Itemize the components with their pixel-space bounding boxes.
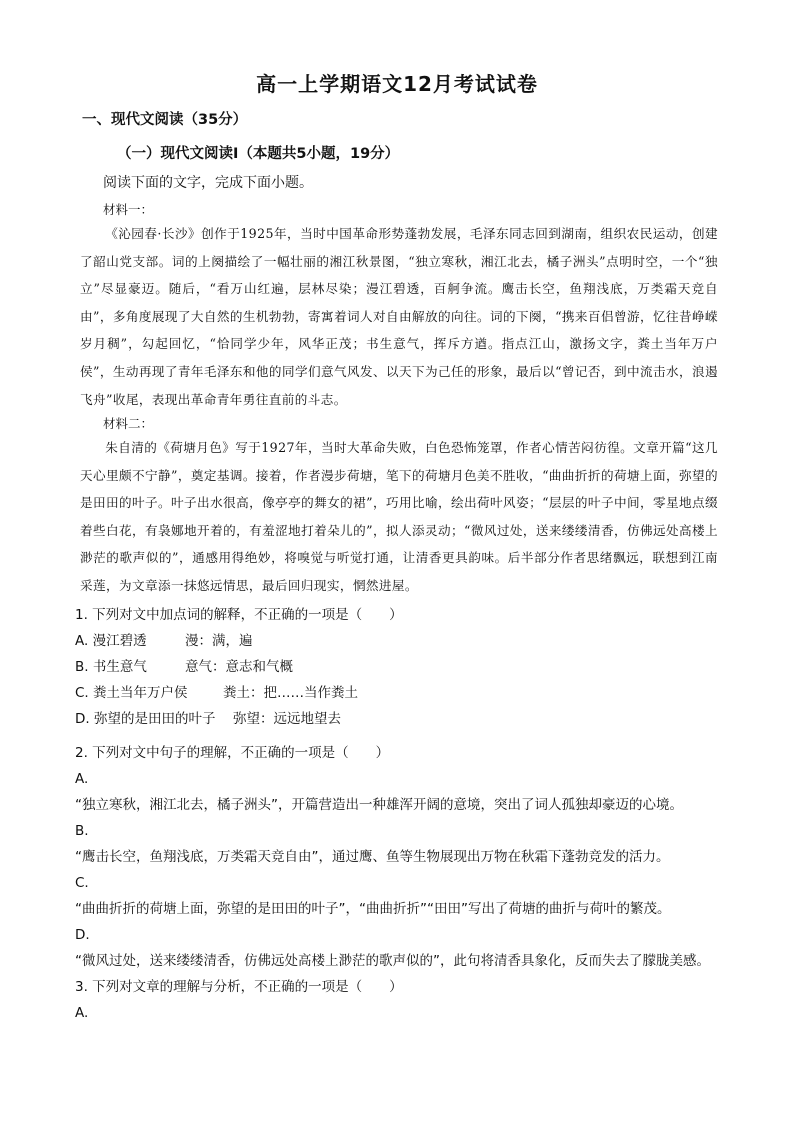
question-2-option-b-text: “鹰击长空，鱼翔浅底，万类霜天竞自由”，通过鹰、鱼等生物展现出万物在秋霜下蓬勃竞发的活力。 (75, 849, 670, 865)
question-3-option-a-letter: A. (75, 1005, 89, 1021)
option-c-explanation: 粪土：把……当作粪土 (223, 685, 358, 701)
material-1-label: 材料一： (103, 202, 154, 217)
question-2-stem: 2. 下列对文中句子的理解，不正确的一项是（ ） (75, 745, 390, 761)
question-2-option-d-text: “微风过处，送来缕缕清香，仿佛远处高楼上渺茫的歌声似的”，此句将清香具象化，反而失去了朦胧美感。 (75, 953, 710, 969)
page-title: 高一上学期语文12月考试试卷 (256, 72, 538, 96)
question-1-option-c (75, 680, 720, 706)
option-c-term: C. 粪土当年万户侯 (75, 685, 188, 701)
option-d-explanation: 弥望：远远地望去 (233, 711, 341, 727)
option-b-term: B. 书生意气 (75, 659, 147, 675)
material-1-text: 《沁园春·长沙》创作于1925年，当时中国革命形势蓬勃发展，毛泽东同志回到湖南，组织农民运动，创建了韶山党支部。词的上阕描绘了一幅壮丽的湘江秋景图，“独立寒秋，湘江北去，橘子洲头”点明时空，一个“独立”尽显豪迈。随后，“看万山红遍，层林尽染；漫江碧透，百舸争流。鹰击长空，鱼翔浅底，万类霜天竞自由”，多角度展现了大自然的生机勃勃，寄寓着词人对自由解放的向往。词的下阕，“携来百侣曾游，忆往昔峥嵘岁月稠”，勾起回忆，“恰同学少年，风华正茂；书生意气，挥斥方遒。指点江山，激扬文字，粪土当年万户侯”，生动再现了青年毛泽东和他的同学们意气风发、以天下为己任的形象，最后以“曾记否，到中流击水，浪遏飞舟”收尾，表现出革命青年勇往直前的斗志。 (80, 226, 718, 407)
question-2-option-b-letter: B. (75, 823, 89, 839)
question-1 (75, 602, 720, 732)
reading-instruction: 阅读下面的文字，完成下面小题。 (103, 175, 313, 191)
question-1-option-a (75, 628, 720, 654)
question-1-option-b (75, 654, 720, 680)
option-d-term: D. 弥望的是田田的叶子 (75, 711, 216, 727)
material-2-label: 材料二： (103, 416, 154, 431)
question-2 (75, 740, 720, 1026)
section-heading: 一、现代文阅读（35分） (82, 112, 248, 128)
question-2-option-d-letter: D. (75, 927, 90, 943)
question-2-option-c-text: “曲曲折折的荷塘上面，弥望的是田田的叶子”，“曲曲折折”“田田”写出了荷塘的曲折与荷叶的繁茂。 (75, 901, 671, 917)
question-2-option-a-letter: A. (75, 771, 89, 787)
option-a-term: A. 漫江碧透 (75, 633, 147, 649)
material-2-text: 朱自清的《荷塘月色》写于1927年，当时大革命失败，白色恐怖笼罩，作者心情苦闷彷徨。文章开篇“这几天心里颇不宁静”，奠定基调。接着，作者漫步荷塘，笔下的荷塘月色美不胜收，“曲曲折折的荷塘上面，弥望的是田田的叶子。叶子出水很高，像亭亭的舞女的裙”，巧用比喻，绘出荷叶风姿；“层层的叶子中间，零星地点缀着些白花，有袅娜地开着的，有羞涩地打着朵儿的”，拟人添灵动；“微风过处，送来缕缕清香，仿佛远处高楼上渺茫的歌声似的”，通感用得绝妙，将嗅觉与听觉打通，让清香更具韵味。后半部分作者思绪飘远，联想到江南采莲，为文章添一抹悠远情思，最后回归现实，惘然进屋。 (80, 440, 718, 593)
subsection-heading: （一）现代文阅读Ⅰ（本题共5小题，19分） (117, 146, 400, 162)
question-2-option-c-letter: C. (75, 875, 89, 891)
question-2-option-a-text: “独立寒秋，湘江北去，橘子洲头”，开篇营造出一种雄浑开阔的意境，突出了词人孤独却豪迈的心境。 (75, 797, 683, 813)
question-3-stem: 3. 下列对文章的理解与分析，不正确的一项是（ ） (75, 979, 403, 995)
option-b-explanation: 意气：意志和气概 (185, 659, 293, 675)
option-a-explanation: 漫：满，遍 (185, 633, 253, 649)
question-1-stem: 1. 下列对文中加点词的解释，不正确的一项是（ ） (75, 607, 403, 623)
question-1-option-d (75, 706, 720, 732)
